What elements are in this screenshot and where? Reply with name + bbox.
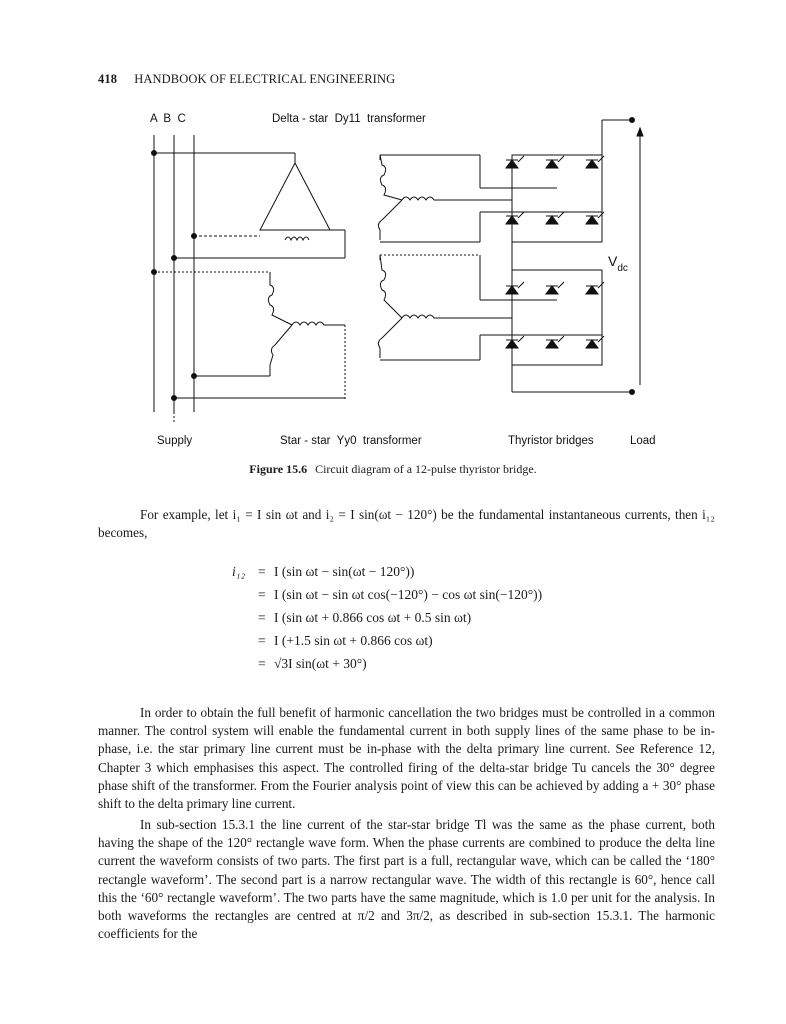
equation-rhs-4: I (+1.5 sin ωt + 0.866 cos ωt) [274, 633, 433, 648]
delta-star-label: Delta - star Dy11 transformer [272, 113, 426, 125]
vdc-label [608, 253, 628, 274]
supply-lines [152, 135, 197, 422]
body-paragraph-2 [98, 816, 715, 943]
intro-text: For example, let i₁ = I sin ωt and i₂ = I sin(ωt − 120°) be the fundamental instantaneous currents, then i₁₂ becomes, [98, 507, 715, 541]
circuit-diagram [140, 100, 670, 460]
thyristor-bridge-upper [480, 120, 632, 260]
star-secondary-upper [378, 155, 480, 242]
running-header [98, 72, 395, 87]
equation-line-3: = I (sin ωt + 0.866 cos ωt + 0.5 sin ωt) [258, 610, 472, 625]
equation-rhs-3: I (sin ωt + 0.866 cos ωt + 0.5 sin ωt) [274, 610, 472, 625]
equation-line-4: = I (+1.5 sin ωt + 0.866 cos ωt) [258, 633, 433, 648]
star-secondary-lower [378, 255, 480, 360]
vdc-subscript: dc [617, 263, 628, 274]
body-paragraph-1 [98, 704, 715, 813]
equation-lhs: i₁₂ [232, 564, 246, 579]
paragraph-text: In order to obtain the full benefit of harmonic cancellation the two bridges must be controlled in a common manner. The control system will enable the fundamental current in both supply lines of the same phase to be in-phase, i.e. the star primary line current must be in-phase with the delta primary line current. See Reference 12, Chapter 3 which emphasises this aspect. The controlled firing of the delta-star bridge Tu cancels the 30° degree phase shift of the transformer. From the Fourier analysis point of view this can be achieved by adding a + 30° phase shift to the delta primary line current. [98, 705, 715, 812]
paragraph-text: In sub-section 15.3.1 the line current of the star-star bridge Tl was the same as the phase current, both having the shape of the 120° rectangle wave form. When the phase currents are combined to produce the delta line current the waveform consists of two parts. The first part is a full, rectangular wave, which can be called the ‘180° rectangle waveform’. The second part is a narrow rectangular wave. The width of this rectangle is 60°, hence call this the ‘60° rectangle waveform’. The two parts have the same magnitude, which is 1.0 per unit for the analysis. In both waveforms the rectangles are centred at π/2 and 3π/2, as described in sub-section 15.3.1. The harmonic coefficients for the [98, 817, 715, 942]
load-label: Load [630, 435, 656, 447]
vdc-main: V [608, 253, 618, 269]
equation-line-1: i₁₂ = I (sin ωt − sin(ωt − 120°)) [232, 564, 415, 579]
dc-output [630, 118, 644, 395]
running-title: HANDBOOK OF ELECTRICAL ENGINEERING [134, 72, 396, 86]
star-star-label: Star - star Yy0 transformer [280, 435, 422, 447]
equation-line-5: = √3I sin(ωt + 30°) [258, 656, 367, 671]
intro-paragraph [98, 506, 715, 542]
thyristor-symbols [506, 156, 604, 348]
delta-primary-winding [154, 153, 345, 258]
page-number: 418 [98, 72, 118, 86]
thyristor-bridge-lower [480, 260, 632, 392]
figure-caption-text: Circuit diagram of a 12-pulse thyristor bridge. [315, 462, 537, 476]
supply-label: Supply [157, 435, 193, 447]
figure-caption [0, 462, 786, 477]
thyristor-bridges-label: Thyristor bridges [508, 435, 594, 447]
phase-labels: A B C [150, 113, 186, 125]
equation-rhs-2: I (sin ωt − sin ωt cos(−120°) − cos ωt sin(−120°)) [274, 587, 543, 602]
figure-number: Figure 15.6 [249, 462, 308, 476]
star-primary-lower [154, 272, 345, 400]
equation-rhs-5: √3I sin(ωt + 30°) [274, 656, 367, 671]
equation-block [232, 564, 542, 679]
equation-line-2: = I (sin ωt − sin ωt cos(−120°) − cos ωt sin(−120°)) [258, 587, 543, 602]
equation-rhs-1: I (sin ωt − sin(ωt − 120°)) [274, 564, 415, 579]
